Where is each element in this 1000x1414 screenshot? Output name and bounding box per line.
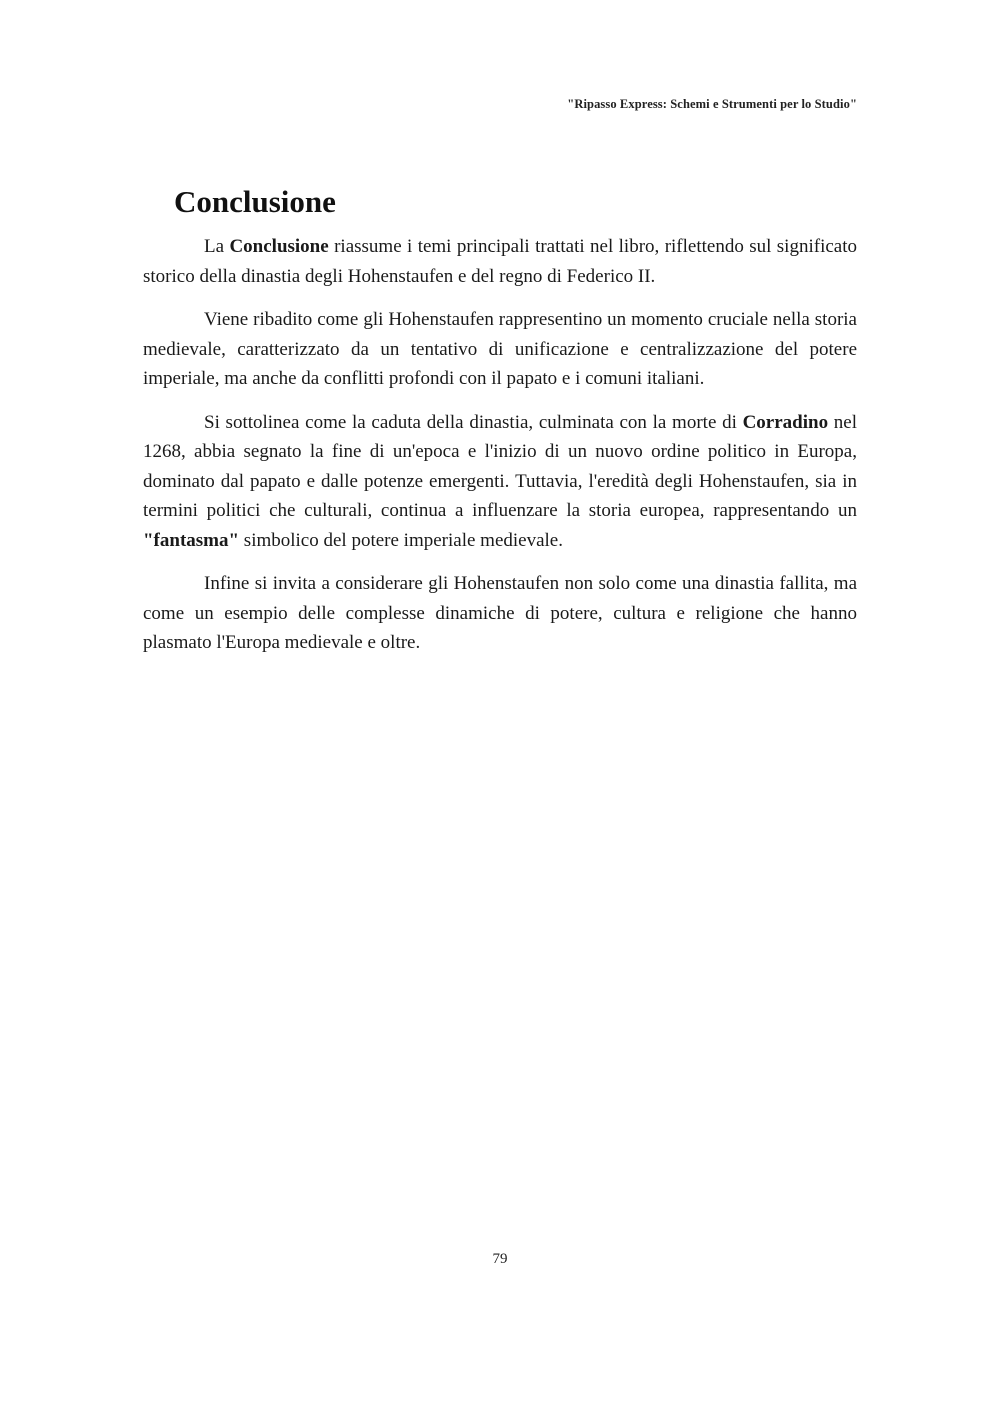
paragraph-2 [143,305,857,394]
paragraph-3 [143,408,857,556]
running-header: "Ripasso Express: Schemi e Strumenti per lo Studio" [567,97,857,111]
paragraph-text: nel 1268, abbia segnato la fine di un'epoca e l'inizio di un nuovo ordine politico in Europa, dominato dal papato e dalle potenze emergenti. Tuttavia, l'eredità degli Hohenstaufen, sia in termini politici che culturali, continua a influenzare la storia europea, rappresentando un [143,411,857,521]
paragraph-text: simbolico del potere imperiale medievale. [239,529,563,551]
paragraph-text: Si sottolinea come la caduta della dinastia, culminata con la morte di [204,411,743,433]
bold-term: Corradino [742,411,829,433]
paragraph-text: Infine si invita a considerare gli Hohenstaufen non solo come una dinastia fallita, ma come un esempio delle complesse dinamiche di potere, cultura e religione che hanno plasmato l'Europa medievale e oltre. [143,573,857,653]
page-number: 79 [492,1251,508,1267]
paragraph-1 [143,232,857,291]
bold-term: "fantasma" [143,529,240,551]
paragraph-text: riassume i temi principali trattati nel libro, riflettendo sul significato storico della dinastia degli Hohenstaufen e del regno di Federico II. [143,236,857,287]
chapter-title: Conclusione [174,184,336,219]
bold-term: Conclusione [229,236,329,257]
paragraph-4 [143,569,857,658]
page-content [143,182,857,672]
paragraph-text: La [204,236,230,257]
paragraph-text: Viene ribadito come gli Hohenstaufen rappresentino un momento cruciale nella storia medievale, caratterizzato da un tentativo di unificazione e centralizzazione del potere imperiale, ma anche da conflitti profondi con il papato e i comuni italiani. [143,309,857,389]
